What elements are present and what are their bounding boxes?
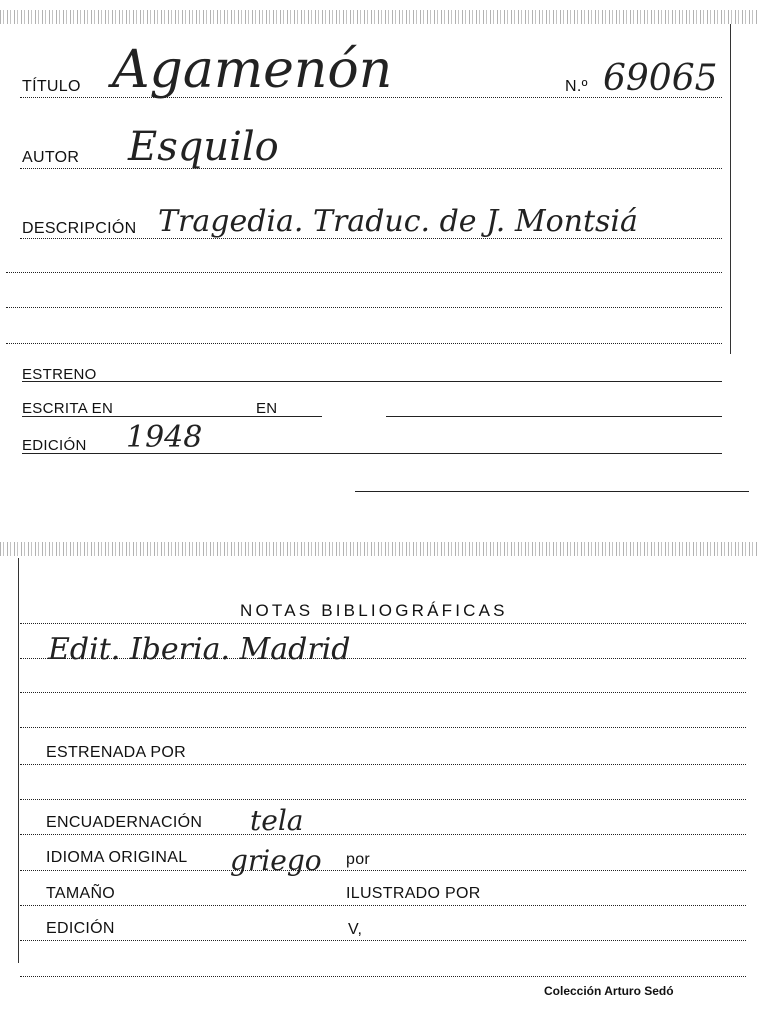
edicion-line-bottom <box>20 940 746 941</box>
encuadernacion-value: tela <box>250 804 304 837</box>
final-line <box>20 976 746 977</box>
notas-line-4 <box>20 727 746 728</box>
edicion-value: 1948 <box>126 420 203 455</box>
estrenada-line-1 <box>20 764 746 765</box>
notas-line-2 <box>20 658 746 659</box>
left-border <box>18 558 19 963</box>
bottom-rule <box>355 491 749 492</box>
descripcion-line <box>20 238 722 239</box>
edicion-label-bottom: EDICIÓN <box>46 920 115 937</box>
titulo-line <box>20 97 722 98</box>
notas-title: NOTAS BIBLIOGRÁFICAS <box>240 601 508 620</box>
blank-line-3 <box>6 343 722 344</box>
edicion-label: EDICIÓN <box>22 437 87 454</box>
estrenada-por-label: ESTRENADA POR <box>46 744 186 761</box>
idioma-value: griego <box>230 844 322 877</box>
en-label: EN <box>256 400 278 417</box>
escrita-en-line-right <box>386 416 722 417</box>
encuadernacion-line <box>20 834 746 835</box>
estrenada-line-2 <box>20 799 746 800</box>
ilustrado-label: ILUSTRADO POR <box>346 885 481 902</box>
bottom-edge-texture <box>0 542 759 556</box>
escrita-en-line <box>22 416 322 417</box>
por-label: por <box>346 851 371 868</box>
bottom-card <box>0 540 759 1028</box>
encuadernacion-label: ENCUADERNACIÓN <box>46 814 203 831</box>
v-label: V, <box>348 921 363 938</box>
notas-value: Edit. Iberia. Madrid <box>48 632 351 667</box>
escrita-en-label: ESCRITA EN <box>22 400 114 417</box>
blank-line-2 <box>6 307 722 308</box>
descripcion-label: DESCRIPCIÓN <box>22 220 137 237</box>
autor-line <box>20 168 722 169</box>
tamano-line <box>20 905 746 906</box>
numero-value: 69065 <box>603 58 718 99</box>
blank-line-1 <box>6 272 722 273</box>
tamano-label: TAMAÑO <box>46 885 116 902</box>
estreno-line <box>22 381 722 382</box>
notas-line-3 <box>20 692 746 693</box>
descripcion-value: Tragedia. Traduc. de J. Montsiá <box>158 204 638 239</box>
titulo-label: TÍTULO <box>22 78 81 95</box>
idioma-line <box>20 870 746 871</box>
autor-value: Esquilo <box>128 124 279 170</box>
estreno-label: ESTRENO <box>22 366 97 383</box>
notas-line-1 <box>20 623 746 624</box>
top-edge-texture <box>0 10 759 24</box>
numero-label: N.º <box>565 78 588 95</box>
edicion-line <box>22 453 722 454</box>
idioma-label: IDIOMA ORIGINAL <box>46 849 188 866</box>
right-border <box>730 24 731 354</box>
titulo-value: Agamenón <box>112 40 393 100</box>
collection-footer: Colección Arturo Sedó <box>544 984 674 998</box>
autor-label: AUTOR <box>22 149 80 166</box>
